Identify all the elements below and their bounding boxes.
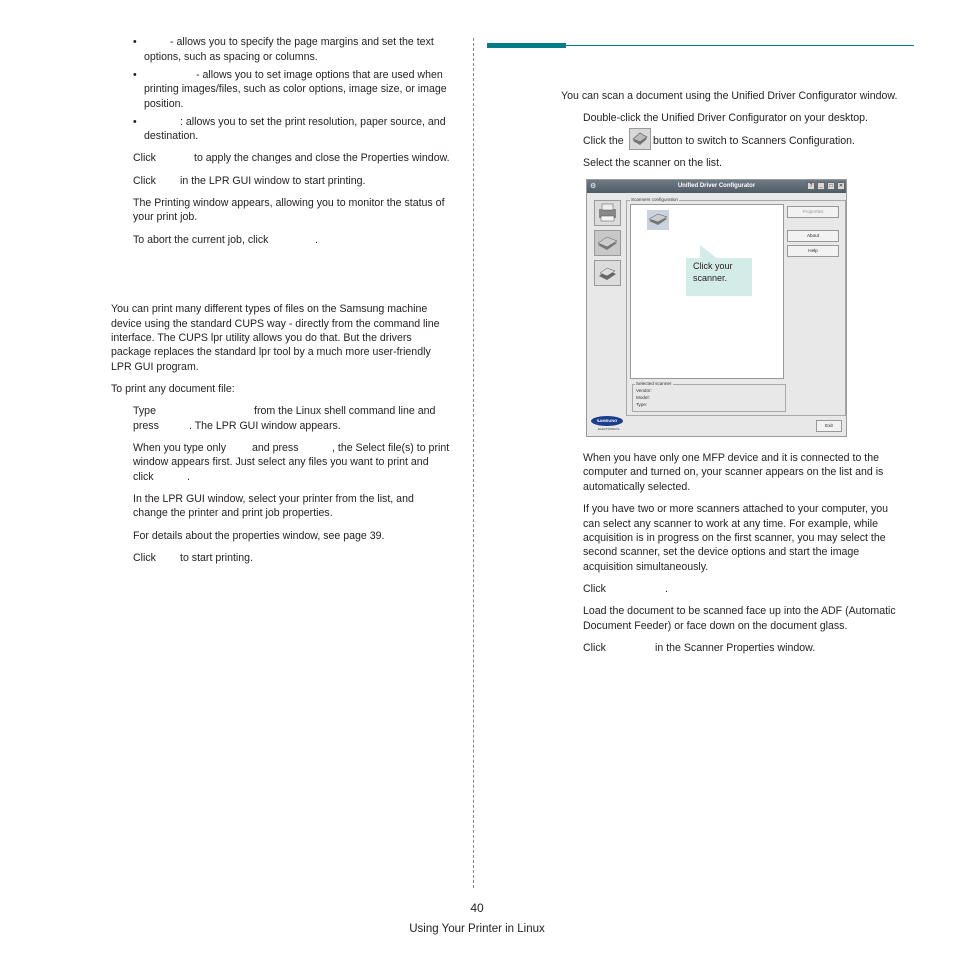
bullet-image-line3: position. xyxy=(144,98,184,110)
window-title: Unified Driver Configurator xyxy=(587,180,846,193)
bullet-icon: • xyxy=(133,116,137,128)
lpr-gui-line2: change the printer and print job properties. xyxy=(133,507,333,519)
section-accent-bar xyxy=(487,43,566,48)
about-button[interactable]: About xyxy=(787,230,839,242)
scanners-configuration-label: Scanners configuration xyxy=(631,197,678,202)
click-start-label: Click xyxy=(133,552,156,564)
printing-window-line1: The Printing window appears, allowing you to monitor the status of xyxy=(133,197,445,209)
scanner-config-icon xyxy=(629,128,651,150)
bullet-printer-line1: : allows you to set the print resolution, paper source, and xyxy=(180,116,446,128)
ports-config-button[interactable] xyxy=(594,260,621,286)
two-scanners-line4: second scanner, set the device options and start the image xyxy=(583,546,860,558)
step-click-the: Click the xyxy=(583,135,624,147)
printing-window-line2: your print job. xyxy=(133,211,198,223)
load-doc-line1: Load the document to be scanned face up into the ADF (Automatic xyxy=(583,605,896,617)
mfp-line1: When you have only one MFP device and it is connected to the xyxy=(583,452,880,464)
step-double-click: Double-click the Unified Driver Configurator on your desktop. xyxy=(583,112,868,124)
when-type-line3b: . xyxy=(187,471,190,483)
close-icon[interactable]: ✕ xyxy=(838,183,844,189)
cups-para-line4: package replaces the standard lpr tool by a much more user-friendly xyxy=(111,346,431,358)
callout-pointer xyxy=(700,245,718,259)
when-type-line2: window appears first. Just select any files you want to print and xyxy=(133,456,429,468)
when-type-line3a: click xyxy=(133,471,154,483)
click-print-text: in the LPR GUI window to start printing. xyxy=(180,175,366,187)
exit-button[interactable]: Exit xyxy=(816,420,842,432)
two-scanners-line2: can select any scanner to work at any time. For example, while xyxy=(583,518,878,530)
section-rule xyxy=(566,45,914,46)
bullet-image-line1: - allows you to set image options that are used when xyxy=(196,69,443,81)
click-ok-label: Click xyxy=(133,152,156,164)
to-print-text: To print any document file: xyxy=(111,383,235,395)
callout-line2: scanner. xyxy=(693,273,728,283)
click-properties-label: Click xyxy=(583,583,606,595)
two-scanners-line1: If you have two or more scanners attached to your computer, you xyxy=(583,503,889,515)
column-divider xyxy=(473,38,474,888)
bullet-margins-line2: options, such as spacing or columns. xyxy=(144,51,318,63)
bullet-icon: • xyxy=(133,69,137,81)
bullet-image-line2: printing images/files, such as color options, image size, or image xyxy=(144,83,447,95)
bullet-printer-line2: destination. xyxy=(144,130,199,142)
when-type-b: and press xyxy=(252,442,299,454)
cups-para-line3: interface. The CUPS lpr utility allows you do that. But the drivers xyxy=(111,332,412,344)
minimize-icon[interactable]: _ xyxy=(817,182,825,190)
samsung-logo-sub: ELECTRONICS xyxy=(598,427,620,431)
samsung-logo: SAMSUNG xyxy=(591,416,623,426)
click-print-label: Click xyxy=(133,175,156,187)
two-scanners-line5: acquisition simultaneously. xyxy=(583,561,709,573)
click-scanner-callout xyxy=(686,258,752,296)
selected-scanner-frame xyxy=(632,384,786,412)
help-button[interactable]: Help xyxy=(787,245,839,257)
click-scan-label: Click xyxy=(583,642,606,654)
mfp-line3: automatically selected. xyxy=(583,481,691,493)
page-number: 40 xyxy=(470,901,484,915)
abort-text: To abort the current job, click xyxy=(133,234,269,246)
maximize-icon[interactable]: □ xyxy=(827,182,835,190)
press-text: . The LPR GUI window appears. xyxy=(189,420,341,432)
bullet-icon: • xyxy=(133,36,137,48)
window-app-icon: ⚙ xyxy=(590,183,597,190)
scan-intro: You can scan a document using the Unified Driver Configurator window. xyxy=(561,90,898,102)
selected-scanner-label: Selected scanner xyxy=(636,381,672,386)
press-label: press xyxy=(133,420,159,432)
step-select-scanner: Select the scanner on the list. xyxy=(583,157,722,169)
lpr-gui-line1: In the LPR GUI window, select your printer from the list, and xyxy=(133,493,414,505)
abort-period: . xyxy=(315,234,318,246)
click-ok-text: to apply the changes and close the Properties window. xyxy=(194,152,450,164)
type-label: Type xyxy=(133,405,156,417)
printers-config-button[interactable] xyxy=(594,200,621,226)
chapter-title: Using Your Printer in Linux xyxy=(409,923,545,935)
click-properties-period: . xyxy=(665,583,668,595)
when-type-c: , the Select file(s) to print xyxy=(332,442,450,454)
scanner-list-item[interactable] xyxy=(647,210,669,230)
when-type-a: When you type only xyxy=(133,442,227,454)
scanners-config-button[interactable] xyxy=(594,230,621,256)
step-switch-text: button to switch to Scanners Configuration. xyxy=(653,135,855,147)
two-scanners-line3: acquisition is in progress on the first scanner, you may select the xyxy=(583,532,886,544)
configurator-window xyxy=(586,179,847,437)
properties-button[interactable]: Properties xyxy=(787,206,839,218)
click-scan-text: in the Scanner Properties window. xyxy=(655,642,816,654)
cups-para-line5: LPR GUI program. xyxy=(111,361,199,373)
click-start-text: to start printing. xyxy=(180,552,254,564)
vendor-label: Vendor: xyxy=(636,388,652,393)
mfp-line2: computer and turned on, your scanner appears on the list and is xyxy=(583,466,884,478)
help-icon[interactable]: ? xyxy=(807,182,815,190)
type-text: from the Linux shell command line and xyxy=(254,405,436,417)
cups-para-line1: You can print many different types of files on the Samsung machine xyxy=(111,303,428,315)
load-doc-line2: Document Feeder) or face down on the document glass. xyxy=(583,620,848,632)
model-label: Model: xyxy=(636,395,650,400)
type-field-label: Type: xyxy=(636,402,648,407)
callout-line1: Click your xyxy=(693,261,733,271)
cups-para-line2: device using the standard CUPS way - directly from the command line xyxy=(111,318,440,330)
details-text: For details about the properties window, see page 39. xyxy=(133,530,385,542)
bullet-margins-line1: - allows you to specify the page margins and set the text xyxy=(170,36,434,48)
